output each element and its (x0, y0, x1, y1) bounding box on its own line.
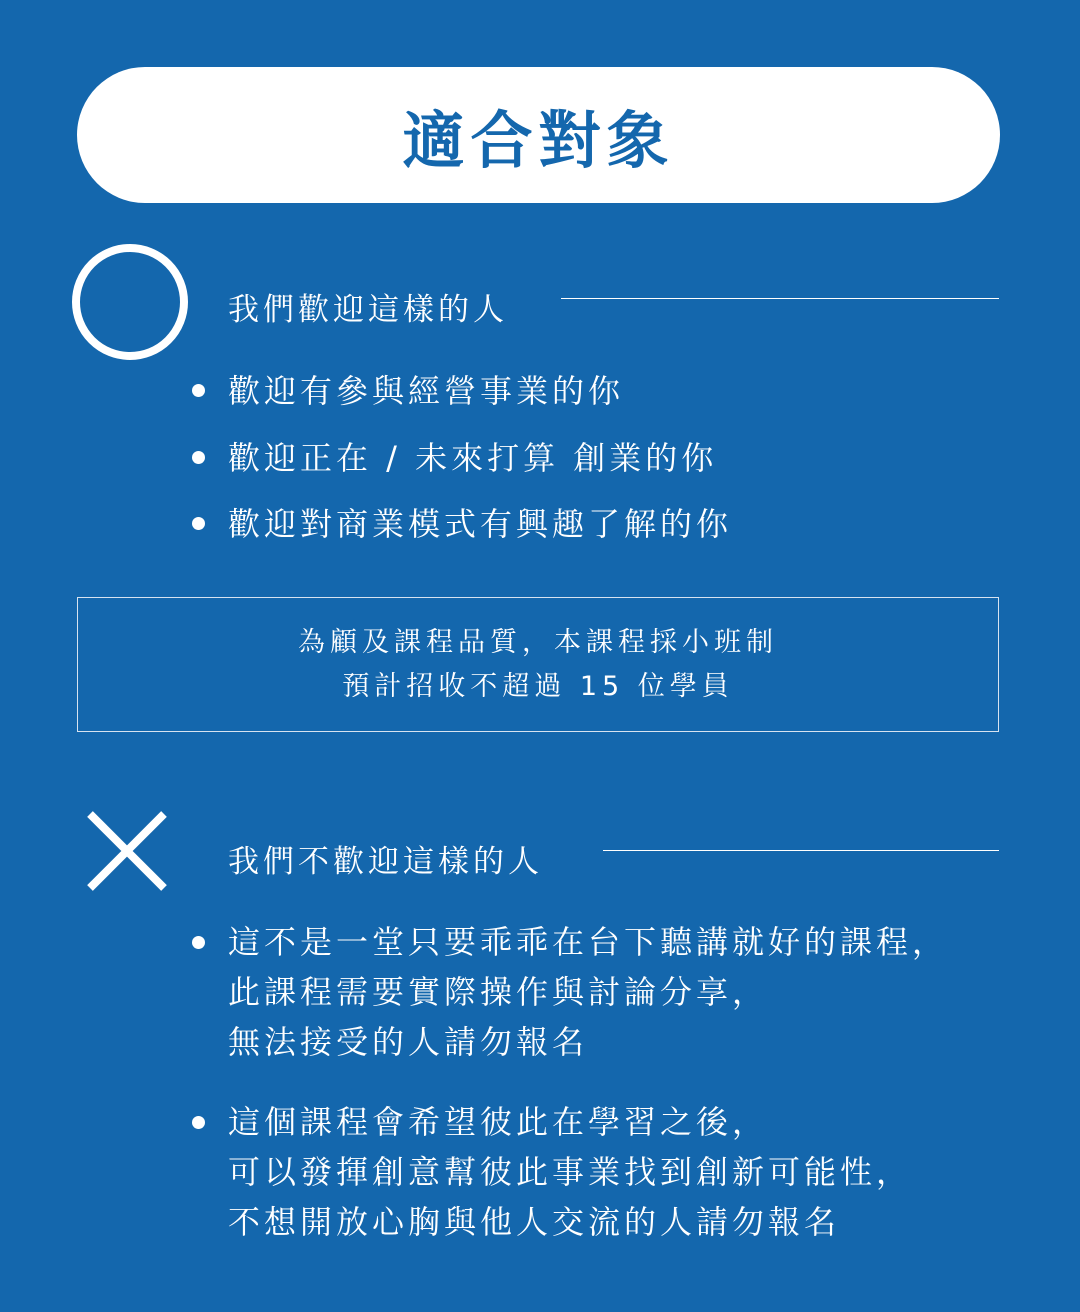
unwelcome-heading: 我們不歡迎這樣的人 (228, 844, 543, 880)
unwelcome-item (228, 917, 948, 1067)
unwelcome-item-line: 無法接受的人請勿報名 (228, 1023, 589, 1061)
unwelcome-item-line: 這個課程會希望彼此在學習之後， (228, 1103, 769, 1141)
bullet-icon (192, 384, 205, 397)
welcome-divider (561, 298, 999, 299)
note-line: 預計招收不超過 15 位學員 (342, 670, 734, 702)
unwelcome-item-line: 可以發揮創意幫彼此事業找到創新可能性， (228, 1153, 913, 1191)
bullet-icon (192, 1116, 205, 1129)
note-line: 為顧及課程品質，本課程採小班制 (298, 626, 778, 658)
bullet-icon (192, 936, 205, 949)
unwelcome-item-line: 不想開放心胸與他人交流的人請勿報名 (228, 1203, 841, 1241)
unwelcome-item-line: 此課程需要實際操作與討論分享， (228, 973, 769, 1011)
welcome-item: 歡迎對商業模式有興趣了解的你 (228, 505, 733, 543)
welcome-heading: 我們歡迎這樣的人 (228, 292, 508, 328)
bullet-icon (192, 451, 205, 464)
class-size-note (77, 597, 999, 732)
unwelcome-item-line: 這不是一堂只要乖乖在台下聽講就好的課程， (228, 923, 949, 961)
page-title: 適合對象 (402, 103, 675, 177)
bullet-icon (192, 517, 205, 530)
welcome-item: 歡迎正在 / 未來打算 創業的你 (228, 439, 718, 477)
cross-icon (84, 808, 170, 894)
circle-icon (72, 244, 188, 360)
title-banner (77, 67, 1000, 203)
unwelcome-item (228, 1097, 912, 1247)
unwelcome-divider (603, 850, 999, 851)
welcome-item: 歡迎有參與經營事業的你 (228, 372, 625, 410)
